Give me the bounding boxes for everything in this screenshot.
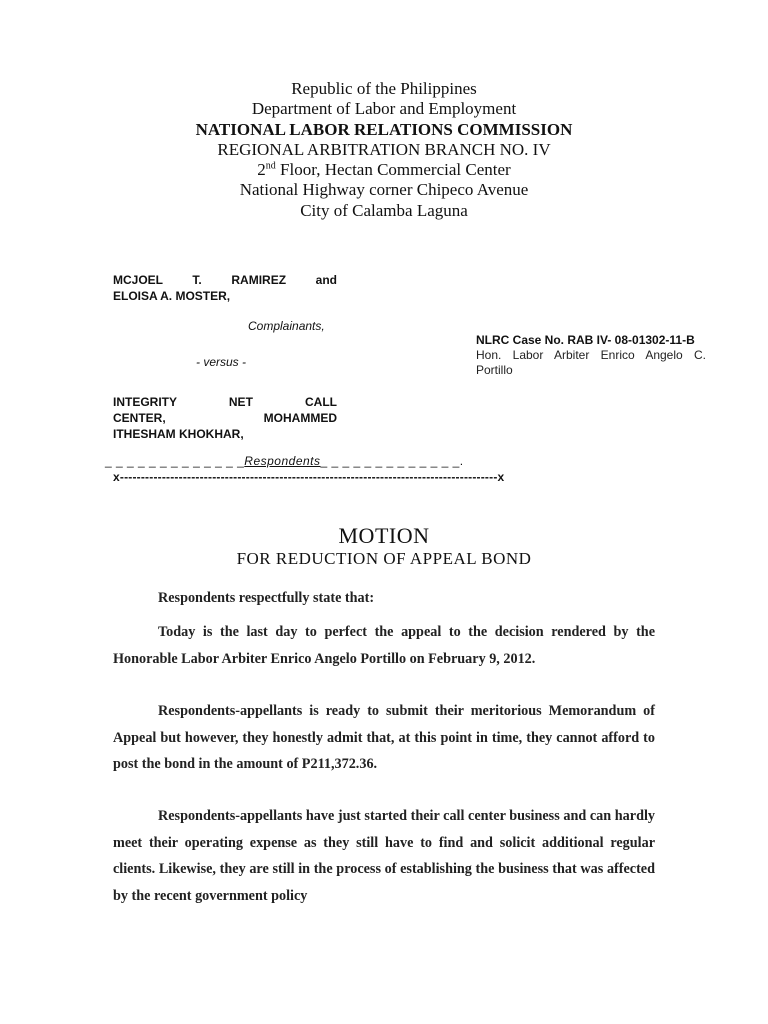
paragraph-text: Respondents respectfully state that:: [158, 590, 375, 606]
respondents-name-line-2: CENTER, MOHAMMED: [113, 411, 337, 425]
paragraph-text: Today is the last day to perfect the appeal to the decision rendered by the Honorable Labor Arbiter Enrico Angelo Portillo on February 9, 2012.: [113, 624, 655, 667]
body-paragraph-2: [113, 619, 655, 672]
respondents-label: Respondents: [244, 454, 321, 468]
caption-separator: x------------------------------------------------------------------------------------------x: [113, 470, 505, 484]
case-info: [476, 333, 706, 378]
complainants-name-line-2: ELOISA A. MOSTER,: [113, 289, 231, 303]
body-paragraph-1: [113, 585, 655, 612]
complainants-name-line-1: MCJOEL T. RAMIREZ and: [113, 273, 337, 287]
document-subtitle: FOR REDUCTION OF APPEAL BOND: [236, 549, 532, 568]
document-title: MOTION: [338, 523, 430, 548]
floor-number: 2: [257, 160, 266, 180]
respondents-names: [113, 394, 337, 442]
complainants-names: [113, 272, 337, 304]
respondents-name-line-3: ITHESHAM KHOKHAR,: [113, 427, 244, 441]
respondents-name-line-1: INTEGRITY NET CALL: [113, 395, 337, 409]
respondents-label-line: [105, 454, 464, 468]
header-branch: REGIONAL ARBITRATION BRANCH NO. IV: [217, 139, 551, 159]
paragraph-text: Respondents-appellants have just started their call center business and can hardly meet their operating expense as they still have to find and solicit additional regular clients. Likewise, they are still in the process of establishing the business that was affected by the recent government policy: [113, 808, 655, 904]
header-address-street: National Highway corner Chipeco Avenue: [239, 180, 529, 200]
respondents-underline-suffix: _ _ _ _ _ _ _ _ _ _ _ _ _.: [320, 454, 464, 468]
header-commission: NATIONAL LABOR RELATIONS COMMISSION: [195, 119, 573, 139]
case-number: NLRC Case No. RAB IV- 08-01302-11-B: [476, 333, 695, 347]
complainants-label: Complainants,: [248, 319, 325, 333]
header-address-city: City of Calamba Laguna: [300, 200, 468, 220]
header-address-floor: [0, 160, 768, 180]
floor-ordinal: nd: [265, 160, 276, 172]
respondents-underline-prefix: _ _ _ _ _ _ _ _ _ _ _ _ _: [105, 454, 245, 468]
paragraph-text: Respondents-appellants is ready to submit their meritorious Memorandum of Appeal but however, they honestly admit that, at this point in time, they cannot afford to post the bond in the amount of P211,372.36.: [113, 703, 655, 772]
document-header: [0, 79, 768, 221]
header-republic: Republic of the Philippines: [291, 79, 477, 98]
header-department: Department of Labor and Employment: [251, 99, 517, 119]
versus-label: - versus -: [196, 355, 247, 369]
labor-arbiter: Hon. Labor Arbiter Enrico Angelo C. Portillo: [476, 348, 706, 377]
body-paragraph-3: [113, 698, 655, 778]
floor-building: Floor, Hectan Commercial Center: [275, 160, 511, 180]
body-paragraph-4: [113, 803, 655, 909]
